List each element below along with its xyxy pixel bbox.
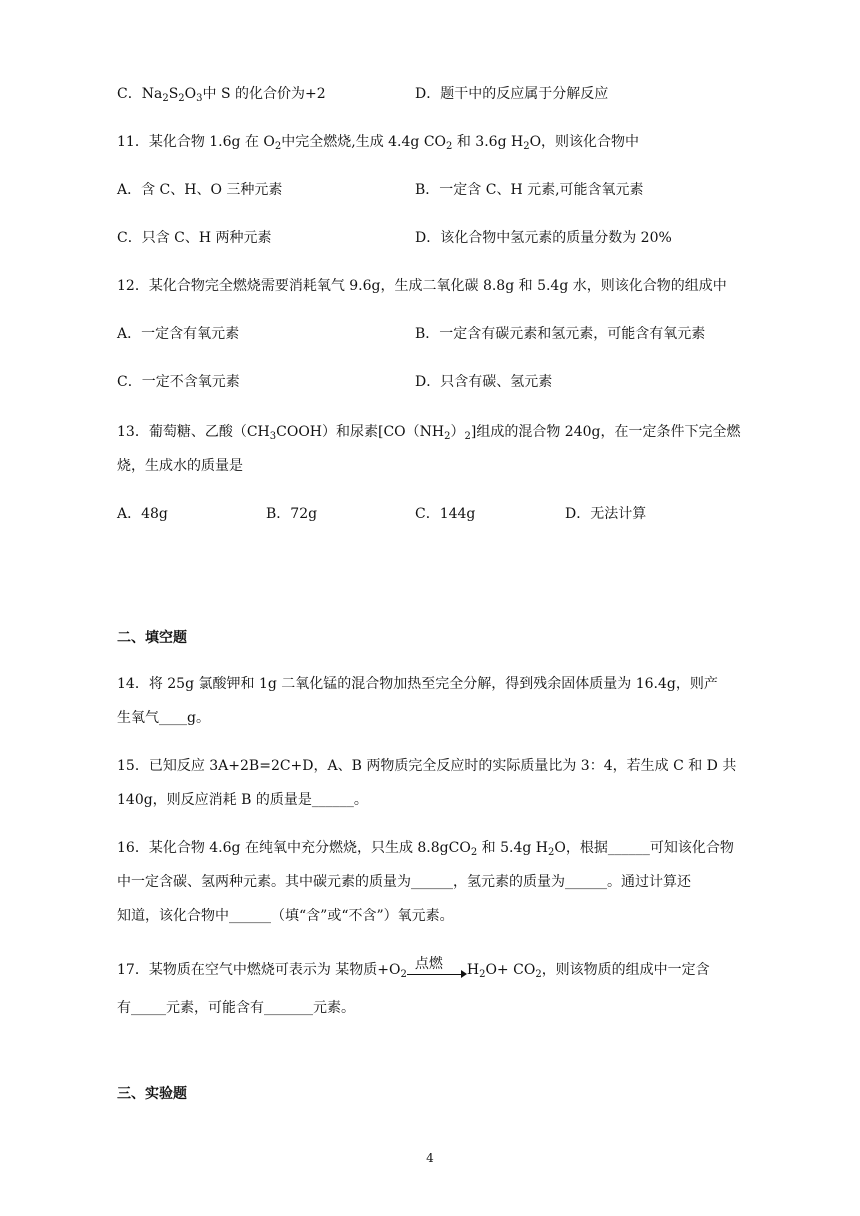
q13-stem-line2: 烧，生成水的质量是 <box>117 458 243 474</box>
arrow-condition-label: 点燃 <box>414 956 443 972</box>
reaction-arrow <box>407 956 467 980</box>
q13-option-b: B．72g <box>266 506 318 522</box>
q16-line3: 知道，该化合物中______（填“含”或“不含”）氧元素。 <box>117 908 454 924</box>
page-number: 4 <box>426 1151 434 1165</box>
q11-option-a: A．含 C、H、O 三种元素 <box>117 182 283 198</box>
q13-option-c: C．144g <box>415 506 476 522</box>
section-heading-fill-blank: 二、填空题 <box>117 630 187 646</box>
q14-line1: 14．将 25g 氯酸钾和 1g 二氧化锰的混合物加热至完全分解，得到残余固体质量为 16.4g，则产 <box>117 676 718 692</box>
q12-option-a: A．一定含有氧元素 <box>117 326 240 342</box>
q10-option-d: D．题干中的反应属于分解反应 <box>415 86 609 102</box>
q12-option-c: C．一定不含氧元素 <box>117 374 240 390</box>
q17-line1: 17．某物质在空气中燃烧可表示为 某物质$+O_2$ 点燃 $H_2O+ CO_2$，则该物质的组成中一定含 <box>117 956 710 980</box>
q11-option-d: D．该化合物中氢元素的质量分数为 20% <box>415 230 672 246</box>
section-heading-experiment: 三、实验题 <box>117 1086 187 1102</box>
q15-line1: 15．已知反应 3A+2B=2C+D，A、B 两物质完全反应时的实际质量比为 3：4，若生成 C 和 D 共 <box>117 758 737 774</box>
q16-line2: 中一定含碳、氢两种元素。其中碳元素的质量为______，氢元素的质量为______。通过计算还 <box>117 874 691 890</box>
q11-stem: 11．某化合物 1.6g 在 $O_2$中完全燃烧,生成 4.4g $CO_2$ 和 3.6g $H_2O$，则该化合物中 <box>117 134 640 152</box>
q17-line2: 有_____元素，可能含有_______元素。 <box>117 1000 355 1016</box>
arrow-head-icon <box>461 970 467 978</box>
q13-stem-line1: 13．葡萄糖、乙酸$(CH_3COOH)$和尿素$[CO(NH_2)_2]$组成的混合物 240g，在一定条件下完全燃 <box>117 424 741 442</box>
q10-option-c: C．$Na_2S_2O_3$中 S 的化合价为+2 <box>117 86 326 104</box>
q12-option-b: B．一定含有碳元素和氢元素，可能含有氧元素 <box>415 326 706 342</box>
q14-line2: 生氧气____g。 <box>117 710 210 726</box>
q13-option-a: A．48g <box>117 506 168 522</box>
q11-option-c: C．只含 C、H 两种元素 <box>117 230 272 246</box>
q13-option-d: D．无法计算 <box>565 506 647 522</box>
q12-stem: 12．某化合物完全燃烧需要消耗氧气 9.6g，生成二氧化碳 8.8g 和 5.4g 水，则该化合物的组成中 <box>117 278 727 294</box>
q15-line2: 140g，则反应消耗 B 的质量是______。 <box>117 792 368 808</box>
q11-option-b: B．一定含 C、H 元素,可能含氧元素 <box>415 182 644 198</box>
q12-option-d: D．只含有碳、氢元素 <box>415 374 553 390</box>
q16-line1: 16．某化合物 4.6g 在纯氧中充分燃烧，只生成 8.8gCO$_2$ 和 5.4g $H_2O$，根据______可知该化合物 <box>117 840 734 858</box>
